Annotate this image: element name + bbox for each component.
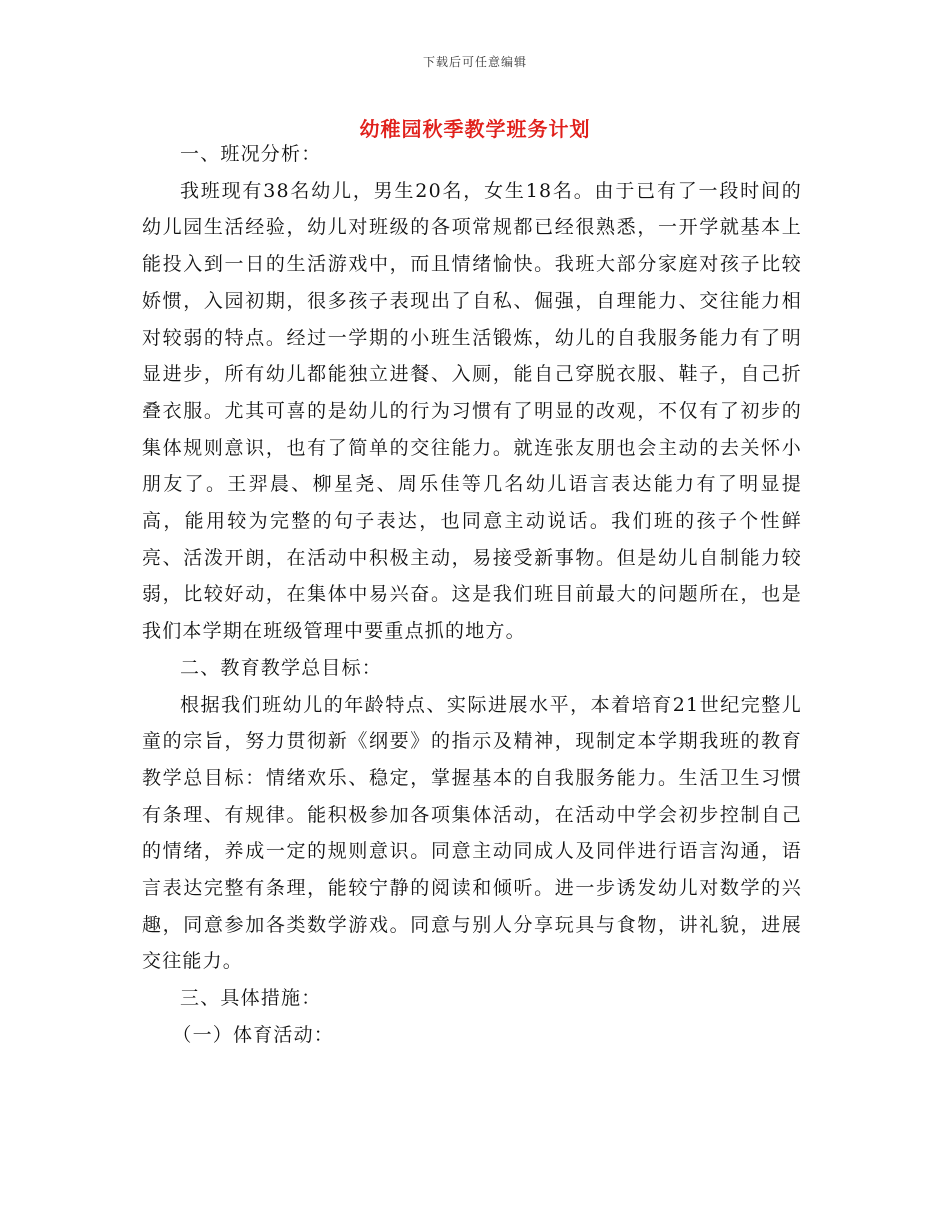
section-heading-class-analysis: 一、班况分析：	[180, 143, 322, 165]
subsection-heading-sports: （一）体育活动：	[172, 1023, 334, 1046]
paragraph-class-analysis: 我班现有38名幼儿，男生20名，女生18名。由于已有了一段时间的幼儿园生活经验，幼儿对班级的各项常规都已经很熟悉，一开学就基本上能投入到一日的生活游戏中，而且情绪愉快。我班大部分家庭对孩子比较娇惯，入园初期，很多孩子表现出了自私、倔强，自理能力、交往能力相对较弱的特点。经过一学期的小班生活锻炼，幼儿的自我服务能力有了明显进步，所有幼儿都能独立进餐、入厕，能自己穿脱衣服、鞋子，自己折叠衣服。尤其可喜的是幼儿的行为习惯有了明显的改观，不仅有了初步的集体规则意识，也有了简单的交往能力。就连张友朋也会主动的去关怀小朋友了。王羿晨、柳星尧、周乐佳等几名幼儿语言表达能力有了明显提高，能用较为完整的句子表达，也同意主动说话。我们班的孩子个性鲜亮、活泼开朗，在活动中积极主动，易接受新事物。但是幼儿自制能力较弱，比较好动，在集体中易兴奋。这是我们班目前最大的问题所在，也是我们本学期在班级管理中要重点抓的地方。	[142, 179, 802, 643]
section-heading-specific-measures: 三、具体措施：	[180, 987, 322, 1010]
paragraph-teaching-goals: 根据我们班幼儿的年龄特点、实际进展水平，本着培育21世纪完整儿童的宗旨，努力贯彻新《纲要》的指示及精神，现制定本学期我班的教育教学总目标：情绪欢乐、稳定，掌握基本的自我服务能力。生活卫生习惯有条理、有规律。能积极参加各项集体活动，在活动中学会初步控制自己的情绪，养成一定的规则意识。同意主动同成人及同伴进行语言沟通，语言表达完整有条理，能较宁静的阅读和倾听。进一步诱发幼儿对数学的兴趣，同意参加各类数学游戏。同意与别人分享玩具与食物，讲礼貌，进展交往能力。	[142, 693, 802, 973]
page-header: 下载后可任意编辑	[422, 55, 527, 69]
section-heading-teaching-goals: 二、教育教学总目标：	[180, 656, 383, 679]
document-title: 幼稚园秋季教学班务计划	[359, 117, 591, 141]
document-body	[142, 136, 802, 1054]
